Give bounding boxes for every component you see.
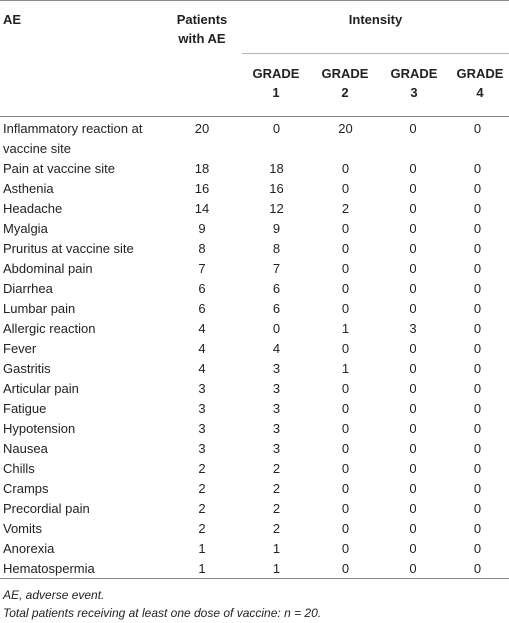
cell-grade-2: 20 bbox=[338, 121, 353, 136]
cell-adverse-event bbox=[0, 199, 162, 219]
adverse-event-name-line: Hypotension bbox=[3, 421, 76, 436]
cell-grade-2: 0 bbox=[341, 261, 350, 276]
cell-adverse-event bbox=[0, 459, 162, 479]
cell-grade-1: 7 bbox=[272, 261, 281, 276]
cell-adverse-event bbox=[0, 559, 162, 579]
cell-patients-with-ae: 7 bbox=[198, 261, 206, 276]
cell-grade-4: 0 bbox=[473, 341, 482, 356]
table-row bbox=[0, 479, 509, 499]
table-row bbox=[0, 239, 509, 259]
cell-adverse-event bbox=[0, 519, 162, 539]
cell-grade-3: 0 bbox=[409, 561, 417, 576]
cell-grade-1: 3 bbox=[272, 381, 281, 396]
adverse-event-name-line: Chills bbox=[3, 461, 35, 476]
header-patients-line1: Patients bbox=[176, 12, 228, 27]
table-row bbox=[0, 199, 509, 219]
cell-grade-2: 0 bbox=[341, 381, 350, 396]
cell-grade-3: 0 bbox=[409, 541, 417, 556]
cell-grade-4: 0 bbox=[473, 501, 482, 516]
adverse-event-name-line: Asthenia bbox=[3, 181, 54, 196]
cell-grade-4: 0 bbox=[473, 401, 482, 416]
header-grade-3 bbox=[382, 64, 446, 102]
cell-grade-4: 0 bbox=[473, 381, 482, 396]
table-row bbox=[0, 499, 509, 519]
cell-grade-1: 12 bbox=[269, 201, 284, 216]
cell-grade-4: 0 bbox=[473, 221, 482, 236]
cell-grade-4: 0 bbox=[473, 301, 482, 316]
cell-grade-3: 0 bbox=[409, 221, 417, 236]
cell-grade-1: 0 bbox=[272, 321, 281, 336]
table-row bbox=[0, 219, 509, 239]
table-row bbox=[0, 519, 509, 539]
intensity-sub-rule bbox=[242, 53, 509, 54]
header-grade-label: GRADE bbox=[252, 66, 300, 81]
cell-grade-1: 18 bbox=[269, 161, 284, 176]
adverse-event-name-line: Pain at vaccine site bbox=[3, 161, 116, 176]
cell-grade-2: 0 bbox=[341, 221, 350, 236]
cell-grade-1: 6 bbox=[272, 281, 281, 296]
cell-grade-4: 0 bbox=[473, 261, 482, 276]
table-row bbox=[0, 459, 509, 479]
cell-grade-3: 0 bbox=[409, 361, 417, 376]
cell-grade-3: 0 bbox=[409, 161, 417, 176]
cell-grade-2: 1 bbox=[341, 321, 350, 336]
cell-grade-2: 0 bbox=[341, 561, 350, 576]
cell-grade-3: 0 bbox=[409, 441, 417, 456]
cell-grade-4: 0 bbox=[473, 181, 482, 196]
cell-grade-3: 3 bbox=[409, 321, 417, 336]
cell-grade-3: 0 bbox=[409, 241, 417, 256]
header-grade-2 bbox=[313, 64, 377, 102]
cell-adverse-event bbox=[0, 239, 162, 259]
cell-grade-2: 0 bbox=[341, 421, 350, 436]
cell-grade-4: 0 bbox=[473, 461, 482, 476]
cell-adverse-event bbox=[0, 219, 162, 239]
cell-grade-4: 0 bbox=[473, 361, 482, 376]
adverse-event-name-line: Diarrhea bbox=[3, 281, 53, 296]
cell-grade-4: 0 bbox=[473, 541, 482, 556]
cell-grade-2: 0 bbox=[341, 461, 350, 476]
cell-patients-with-ae: 6 bbox=[198, 301, 206, 316]
cell-patients-with-ae: 16 bbox=[194, 181, 210, 196]
table-footnotes bbox=[3, 586, 321, 622]
cell-grade-3: 0 bbox=[409, 201, 417, 216]
table-row bbox=[0, 359, 509, 379]
cell-grade-4: 0 bbox=[473, 561, 482, 576]
cell-grade-3: 0 bbox=[409, 461, 417, 476]
cell-grade-1: 1 bbox=[272, 561, 281, 576]
cell-grade-3: 0 bbox=[409, 121, 417, 136]
adverse-event-name-line: Headache bbox=[3, 201, 63, 216]
cell-adverse-event bbox=[0, 299, 162, 319]
cell-grade-2: 0 bbox=[341, 401, 350, 416]
cell-adverse-event bbox=[0, 359, 162, 379]
cell-grade-1: 3 bbox=[272, 421, 281, 436]
cell-grade-4: 0 bbox=[473, 421, 482, 436]
cell-grade-1: 0 bbox=[272, 121, 281, 136]
adverse-event-name-line: Gastritis bbox=[3, 361, 51, 376]
adverse-event-name-line: Myalgia bbox=[3, 221, 48, 236]
adverse-event-name-line: Nausea bbox=[3, 441, 48, 456]
header-grade-num: 2 bbox=[341, 85, 349, 100]
cell-grade-2: 0 bbox=[341, 501, 350, 516]
table-bottom-rule bbox=[0, 578, 509, 579]
cell-grade-4: 0 bbox=[473, 241, 482, 256]
cell-grade-1: 2 bbox=[272, 501, 281, 516]
cell-grade-3: 0 bbox=[409, 301, 417, 316]
header-grade-num: 1 bbox=[272, 85, 280, 100]
adverse-event-name-line: Fatigue bbox=[3, 401, 47, 416]
header-grade-num: 3 bbox=[410, 85, 418, 100]
cell-grade-3: 0 bbox=[409, 381, 417, 396]
table-row bbox=[0, 559, 509, 579]
cell-grade-2: 0 bbox=[341, 301, 350, 316]
cell-adverse-event bbox=[0, 339, 162, 359]
header-ae: AE bbox=[3, 12, 22, 27]
cell-patients-with-ae: 9 bbox=[198, 221, 206, 236]
cell-grade-1: 6 bbox=[272, 301, 281, 316]
cell-grade-1: 8 bbox=[272, 241, 281, 256]
cell-patients-with-ae: 3 bbox=[198, 401, 206, 416]
cell-grade-4: 0 bbox=[473, 121, 482, 136]
cell-patients-with-ae: 2 bbox=[198, 521, 206, 536]
cell-patients-with-ae: 4 bbox=[198, 361, 206, 376]
cell-grade-1: 16 bbox=[269, 181, 284, 196]
cell-adverse-event bbox=[0, 499, 162, 519]
cell-grade-4: 0 bbox=[473, 161, 482, 176]
cell-grade-4: 0 bbox=[473, 201, 482, 216]
adverse-event-name-line: Anorexia bbox=[3, 541, 55, 556]
cell-patients-with-ae: 1 bbox=[198, 561, 206, 576]
cell-patients-with-ae: 3 bbox=[198, 441, 206, 456]
cell-grade-2: 0 bbox=[341, 161, 350, 176]
cell-grade-2: 0 bbox=[341, 281, 350, 296]
header-grade-label: GRADE bbox=[321, 66, 369, 81]
cell-patients-with-ae: 3 bbox=[198, 421, 206, 436]
cell-adverse-event bbox=[0, 539, 162, 559]
cell-adverse-event bbox=[0, 379, 162, 399]
cell-adverse-event bbox=[0, 319, 162, 339]
cell-patients-with-ae: 2 bbox=[198, 461, 206, 476]
header-grade-4 bbox=[448, 64, 509, 102]
cell-grade-1: 1 bbox=[272, 541, 281, 556]
cell-grade-1: 9 bbox=[272, 221, 281, 236]
cell-grade-3: 0 bbox=[409, 261, 417, 276]
cell-grade-3: 0 bbox=[409, 501, 417, 516]
cell-grade-3: 0 bbox=[409, 281, 417, 296]
table-row bbox=[0, 539, 509, 559]
cell-patients-with-ae: 6 bbox=[198, 281, 206, 296]
cell-grade-3: 0 bbox=[409, 401, 417, 416]
cell-grade-2: 2 bbox=[341, 201, 350, 216]
table-row bbox=[0, 439, 509, 459]
adverse-event-name-line: Fever bbox=[3, 341, 37, 356]
cell-grade-3: 0 bbox=[409, 341, 417, 356]
cell-grade-1: 3 bbox=[272, 441, 281, 456]
table-row bbox=[0, 379, 509, 399]
cell-grade-3: 0 bbox=[409, 481, 417, 496]
cell-patients-with-ae: 18 bbox=[194, 161, 210, 176]
footnote-total-patients: Total patients receiving at least one dose of vaccine: n = 20. bbox=[3, 606, 322, 620]
cell-grade-4: 0 bbox=[473, 441, 482, 456]
cell-grade-2: 0 bbox=[341, 181, 350, 196]
cell-grade-1: 2 bbox=[272, 461, 281, 476]
cell-patients-with-ae: 2 bbox=[198, 501, 206, 516]
table-row bbox=[0, 259, 509, 279]
cell-grade-1: 3 bbox=[272, 361, 281, 376]
header-bottom-rule bbox=[0, 116, 509, 117]
cell-adverse-event bbox=[0, 479, 162, 499]
header-patients-with-ae bbox=[162, 10, 242, 48]
adverse-event-name-line: Inflammatory reaction at bbox=[3, 121, 143, 136]
adverse-event-name-line: Hematospermia bbox=[3, 561, 95, 576]
cell-adverse-event bbox=[0, 419, 162, 439]
cell-grade-1: 3 bbox=[272, 401, 281, 416]
adverse-event-name-line: Allergic reaction bbox=[3, 321, 96, 336]
header-grade-label: GRADE bbox=[456, 66, 504, 81]
cell-grade-2: 0 bbox=[341, 481, 350, 496]
cell-grade-4: 0 bbox=[473, 321, 482, 336]
table-row bbox=[0, 399, 509, 419]
cell-grade-3: 0 bbox=[409, 521, 417, 536]
cell-grade-2: 0 bbox=[341, 341, 350, 356]
cell-adverse-event bbox=[0, 259, 162, 279]
cell-grade-3: 0 bbox=[409, 181, 417, 196]
adverse-event-name-line: vaccine site bbox=[3, 141, 71, 156]
table-row bbox=[0, 419, 509, 439]
cell-adverse-event bbox=[0, 159, 162, 179]
header-patients-line2: with AE bbox=[178, 31, 226, 46]
adverse-event-name-line: Precordial pain bbox=[3, 501, 90, 516]
adverse-event-name-line: Lumbar pain bbox=[3, 301, 76, 316]
cell-grade-2: 1 bbox=[341, 361, 350, 376]
cell-patients-with-ae: 2 bbox=[198, 481, 206, 496]
table-row bbox=[0, 319, 509, 339]
cell-patients-with-ae: 4 bbox=[198, 341, 206, 356]
cell-grade-4: 0 bbox=[473, 521, 482, 536]
cell-patients-with-ae: 1 bbox=[198, 541, 206, 556]
table-row bbox=[0, 339, 509, 359]
table-row bbox=[0, 119, 509, 159]
cell-grade-2: 0 bbox=[341, 541, 350, 556]
cell-adverse-event bbox=[0, 179, 162, 199]
table-row bbox=[0, 279, 509, 299]
cell-grade-1: 2 bbox=[272, 481, 281, 496]
adverse-event-name-line: Vomits bbox=[3, 521, 43, 536]
table-row bbox=[0, 299, 509, 319]
cell-adverse-event bbox=[0, 399, 162, 419]
cell-patients-with-ae: 4 bbox=[198, 321, 206, 336]
cell-patients-with-ae: 14 bbox=[194, 201, 210, 216]
cell-grade-2: 0 bbox=[341, 441, 350, 456]
adverse-event-name-line: Cramps bbox=[3, 481, 49, 496]
cell-adverse-event bbox=[0, 119, 162, 159]
cell-grade-2: 0 bbox=[341, 521, 350, 536]
cell-patients-with-ae: 20 bbox=[194, 121, 210, 136]
cell-grade-2: 0 bbox=[341, 241, 350, 256]
cell-grade-4: 0 bbox=[473, 281, 482, 296]
cell-adverse-event bbox=[0, 279, 162, 299]
table-body bbox=[0, 119, 509, 579]
footnote-abbreviation: AE, adverse event. bbox=[3, 588, 105, 602]
cell-patients-with-ae: 3 bbox=[198, 381, 206, 396]
header-grade-1 bbox=[244, 64, 308, 102]
header-grade-num: 4 bbox=[476, 85, 484, 100]
table-row bbox=[0, 159, 509, 179]
adverse-event-name-line: Abdominal pain bbox=[3, 261, 93, 276]
cell-adverse-event bbox=[0, 439, 162, 459]
header-intensity: Intensity bbox=[348, 12, 403, 27]
cell-grade-1: 4 bbox=[272, 341, 281, 356]
cell-grade-1: 2 bbox=[272, 521, 281, 536]
header-grade-label: GRADE bbox=[390, 66, 438, 81]
table-top-rule bbox=[0, 0, 509, 1]
cell-grade-3: 0 bbox=[409, 421, 417, 436]
cell-patients-with-ae: 8 bbox=[198, 241, 206, 256]
table-row bbox=[0, 179, 509, 199]
adverse-event-name-line: Pruritus at vaccine site bbox=[3, 241, 134, 256]
cell-grade-4: 0 bbox=[473, 481, 482, 496]
adverse-event-name-line: Articular pain bbox=[3, 381, 79, 396]
